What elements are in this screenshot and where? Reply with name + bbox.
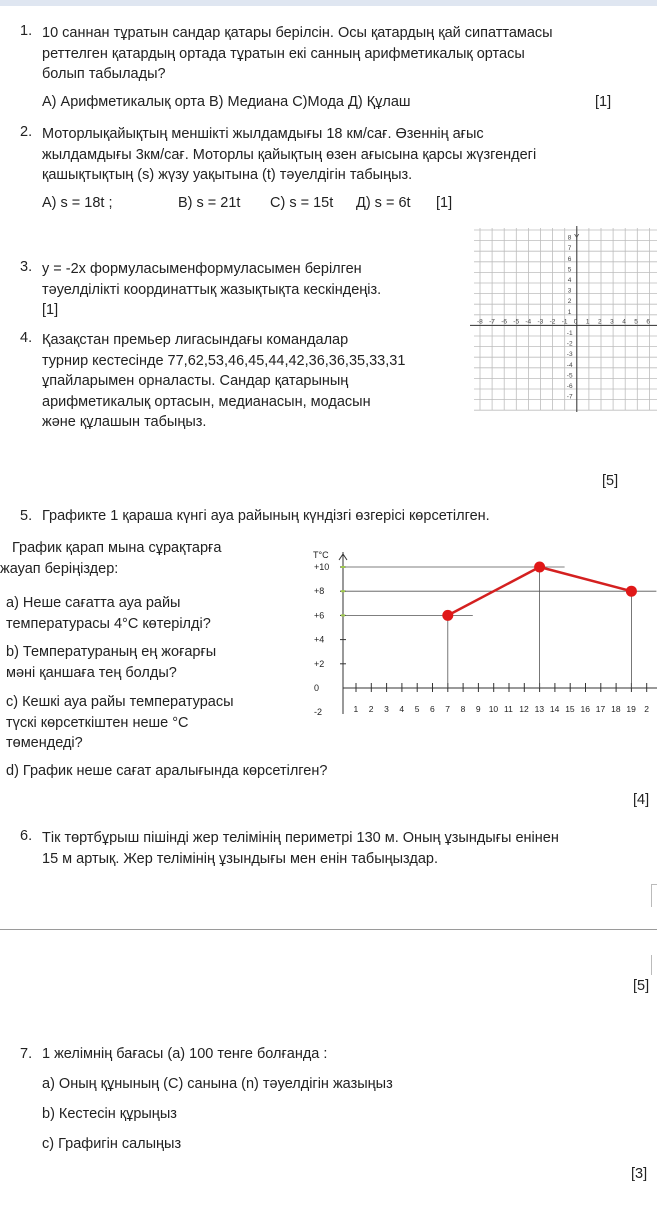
grid-x-tick: 6	[646, 318, 651, 326]
chart-x-tick-label: 6	[430, 704, 435, 714]
grid-x-tick: 0	[573, 318, 578, 326]
grid-y-tick: 3	[567, 287, 572, 295]
q1-number: 1.	[20, 23, 33, 39]
q2-line-3: қашықтықтың (s) жүзу уақытына (t) тәуелдігін табыңыз.	[42, 167, 413, 183]
q4-line-4: арифметикалық ортасын, медианасын, модасын	[42, 393, 371, 410]
q4-line-2: турнир кестесінде 77,62,53,46,45,44,42,36,36,35,33,31	[42, 352, 406, 369]
grid-x-tick: 1	[585, 318, 590, 326]
q2-option-c: C) s = 15t	[270, 195, 334, 211]
chart-y-label: T°C	[313, 550, 329, 560]
q5-part-c-line-2: түскі көрсеткіштен неше °C	[6, 714, 189, 731]
q5-part-b-line-2: мәні қаншаға тең болды?	[6, 664, 177, 681]
q3-number: 3.	[20, 259, 33, 275]
chart-data-point	[534, 562, 545, 573]
q2-option-d: Д) s = 6t	[356, 195, 411, 211]
grid-x-tick: -1	[561, 318, 568, 326]
q1-line-3: болып табылады?	[42, 66, 166, 82]
chart-x-tick-label: 8	[460, 704, 466, 714]
chart-x-tick-label: 16	[580, 704, 590, 714]
q2-mark: [1]	[436, 195, 453, 211]
chart-x-tick-label: 4	[399, 704, 405, 714]
chart-x-tick-label: 13	[534, 704, 545, 714]
grid-x-tick: -4	[525, 318, 532, 326]
grid-x-tick: 2	[598, 318, 602, 326]
temperature-chart	[300, 546, 657, 724]
grid-y-tick: 6	[567, 255, 572, 263]
grid-x-tick: -2	[549, 318, 556, 326]
q4-text	[42, 330, 405, 433]
chart-y-tick-label: +2	[314, 658, 325, 669]
q4-number: 4.	[20, 330, 33, 346]
chart-x-tick-label: 19	[626, 704, 636, 714]
q5-part-a-line-1: a) Неше сағатта ауа райы	[6, 595, 181, 611]
answer-box-edge	[651, 884, 657, 907]
q7-number: 7.	[20, 1046, 33, 1062]
chart-x-tick-label: 5	[414, 704, 420, 714]
top-bar	[0, 0, 657, 6]
chart-data-point	[442, 610, 453, 621]
chart-axes	[313, 550, 657, 717]
grid-y-tick: 4	[567, 277, 572, 284]
q5-part-d: d) График неше сағат аралығында көрсетілген?	[6, 763, 328, 779]
chart-x-tick-label: 2	[368, 704, 374, 714]
grid-y-tick: 7	[567, 245, 572, 253]
chart-x-tick-label: 15	[565, 704, 575, 714]
q4-line-3: ұпайларымен орналасты. Сандар қатарының	[42, 373, 349, 389]
grid-y-tick: 5	[567, 266, 572, 274]
q5-part-b-line-1: b) Температураның ең жоғарғы	[6, 644, 217, 660]
q6-mark: [5]	[633, 978, 650, 994]
q5-part-c-line-1: c) Кешкі ауа райы температурасы	[6, 694, 234, 710]
grid-x-tick: -7	[489, 318, 495, 326]
q1-options: A) Арифметикалық орта B) Медиана C)Мода Д) Құлаш	[42, 94, 411, 110]
q7-mark: [3]	[631, 1166, 648, 1182]
chart-y-tick-label: +4	[314, 634, 325, 645]
grid-y-tick: -3	[566, 351, 573, 359]
coordinate-grid	[470, 222, 657, 414]
chart-x-tick-label: 1	[353, 704, 359, 714]
chart-x-tick-label: 10	[488, 704, 499, 714]
q4-mark: [5]	[602, 473, 619, 489]
grid-y-label: Y	[574, 233, 580, 242]
q5-part-c	[6, 692, 234, 754]
grid-y-tick: -6	[566, 383, 573, 390]
q1-line-2: реттелген қатардың ортада тұратын екі санның арифметикалық ортасы	[42, 45, 525, 62]
chart-x-tick-label: 14	[549, 704, 560, 714]
q6-number: 6.	[20, 828, 33, 844]
q2-number: 2.	[20, 124, 33, 140]
grid-x-tick: 3	[610, 318, 614, 326]
grid-y-tick: 8	[567, 234, 572, 242]
q6-text	[42, 828, 559, 869]
q3-mark: [1]	[42, 302, 59, 318]
grid-y-tick: 2	[567, 298, 572, 306]
q5-title: Графикте 1 қараша күнгі ауа райының күндізгі өзгерісі көрсетілген.	[42, 508, 490, 524]
q6-line-2: 15 м артық. Жер телімінің ұзындығы мен енін табыңыздар.	[42, 850, 438, 867]
q2-option-b: B) s = 21t	[178, 195, 241, 211]
chart-y-tick-label: +10	[314, 562, 330, 572]
chart-x-tick-label: 2	[644, 704, 649, 714]
q7-title: 1 желімнің бағасы (a) 100 тенге болғанда :	[42, 1046, 328, 1062]
q1-text	[42, 23, 553, 85]
chart-x-tick-label: 11	[504, 704, 513, 714]
grid-x-tick: 4	[622, 318, 626, 326]
chart-data-point	[626, 586, 637, 597]
chart-y-tick-label: 0	[314, 683, 320, 693]
q1-line-1: 10 саннан тұратын сандар қатары берілсін. Осы қатардың қай сипаттамасы	[42, 25, 553, 41]
q5-part-c-line-3: төмендеді?	[6, 735, 83, 751]
q5-part-a	[6, 593, 211, 634]
q2-option-a: A) s = 18t ;	[42, 195, 113, 211]
grid-x-tick: -6	[501, 318, 507, 326]
q3-text	[42, 259, 381, 321]
q2-text	[42, 124, 536, 186]
q5-intro-line-2: жауап беріңіздер:	[0, 561, 119, 577]
q3-line-1: y = -2x формуласыменформуласымен берілген	[42, 261, 362, 277]
chart-y-tick-label: -2	[314, 707, 323, 718]
q5-part-a-line-2: температурасы 4°C көтерілді?	[6, 615, 211, 632]
grid-x-tick: -3	[537, 318, 544, 326]
q5-intro	[0, 538, 221, 580]
answer-box-edge-2	[651, 955, 657, 975]
grid-x-tick: 5	[634, 318, 638, 326]
q5-intro-line-1: График қарап мына сұрақтарға	[12, 540, 222, 556]
q7-part-c: c) Графигін салыңыз	[42, 1136, 182, 1152]
q4-line-1: Қазақстан премьер лигасындағы командалар	[42, 332, 349, 348]
chart-x-tick-label: 17	[595, 704, 606, 714]
grid-y-tick: -7	[566, 393, 573, 401]
chart-y-tick-label: +6	[314, 610, 325, 621]
q7-part-a: a) Оның құнының (C) санына (n) тәуелдігін жазыңыз	[42, 1076, 393, 1092]
q2-line-1: Моторлықайықтың меншікті жылдамдығы 18 км/сағ. Өзеннің ағыс	[42, 126, 484, 142]
q5-part-b	[6, 642, 216, 683]
q4-line-5: және құлашын табыңыз.	[42, 414, 207, 430]
chart-x-tick-label: 9	[475, 704, 481, 714]
grid-y-tick: -4	[566, 361, 573, 369]
grid-y-tick: -1	[566, 330, 573, 337]
grid-y-tick: -2	[566, 340, 573, 348]
divider-line	[0, 929, 657, 930]
grid-y-tick: 1	[567, 308, 572, 316]
chart-y-tick-label: +8	[314, 586, 325, 597]
chart-x-tick-label: 18	[611, 704, 621, 714]
grid-x-tick: -5	[513, 318, 520, 326]
chart-x-tick-label: 7	[445, 704, 451, 714]
q5-number: 5.	[20, 508, 33, 524]
q2-line-2: жылдамдығы 3км/сағ. Моторлы қайықтың өзен ағысына қарсы жүзгендегі	[42, 146, 537, 163]
q5-mark: [4]	[633, 792, 650, 808]
chart-x-tick-label: 3	[384, 704, 389, 714]
q6-line-1: Тік төртбұрыш пішінді жер телімінің периметрі 130 м. Оның ұзындығы енінен	[42, 830, 559, 846]
grid-x-tick: -8	[477, 318, 483, 326]
q7-part-b: b) Кестесін құрыңыз	[42, 1106, 177, 1122]
q3-line-2: тәуелділікті координаттық жазықтықта кескіндеңіз.	[42, 281, 382, 298]
chart-x-tick-label: 12	[519, 704, 529, 714]
grid-y-tick: -5	[566, 372, 573, 380]
grid-labels	[477, 235, 650, 401]
q1-mark: [1]	[595, 94, 612, 110]
